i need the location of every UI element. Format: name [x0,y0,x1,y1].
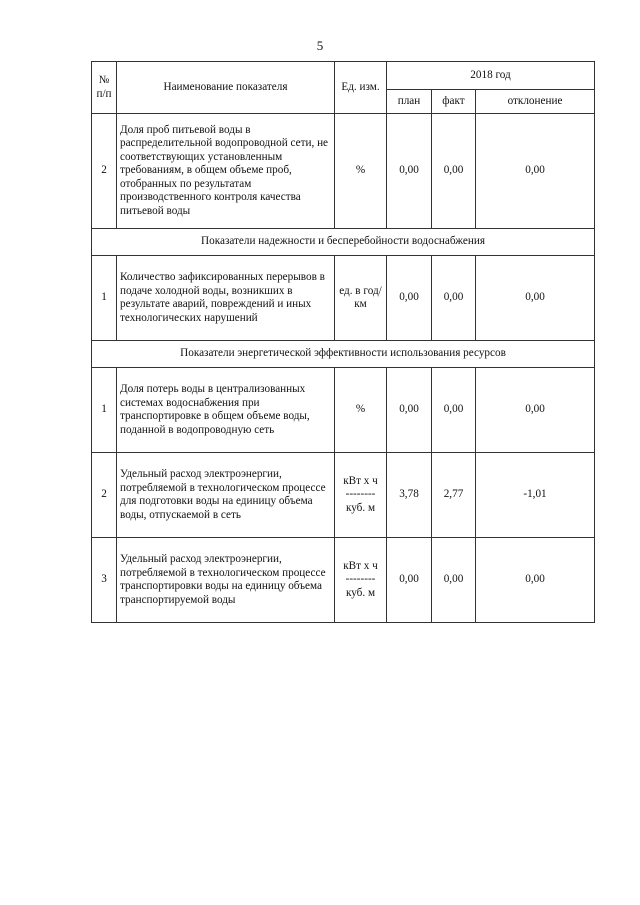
header-plan: план [387,90,432,114]
table-row [92,453,595,538]
row-fact: 2,77 [432,453,476,538]
section-title-reliability: Показатели надежности и бесперебойности водоснабжения [92,229,595,256]
row-unit: % [335,114,387,229]
unit-line: куб. м [345,501,376,514]
section-title-energy: Показатели энергетической эффективности использования ресурсов [92,341,595,368]
page-number: 5 [316,38,324,53]
unit-line: куб. м [345,586,376,599]
section-row-reliability [92,229,595,256]
row-unit [335,453,387,538]
row-deviation: 0,00 [476,114,595,229]
table-row [92,368,595,453]
row-plan: 0,00 [387,256,432,341]
row-name: Доля потерь воды в централизованных системах водоснабжения при транспортировке в общем объеме воды, поданной в водопроводную сеть [117,368,335,453]
row-fact: 0,00 [432,114,476,229]
row-num: 1 [92,256,117,341]
header-name: Наименование показателя [117,62,335,114]
row-fact: 0,00 [432,538,476,623]
row-fact: 0,00 [432,256,476,341]
row-num: 3 [92,538,117,623]
table-row [92,256,595,341]
header-unit: Ед. изм. [335,62,387,114]
row-deviation: 0,00 [476,368,595,453]
unit-line: % [355,403,366,416]
row-num: 1 [92,368,117,453]
unit-divider: -------- [345,573,376,586]
row-unit [335,368,387,453]
unit-line: кВт х ч [343,474,378,487]
row-plan: 0,00 [387,368,432,453]
row-plan: 0,00 [387,538,432,623]
row-name: Удельный расход электроэнергии, потребляемой в технологическом процессе для подготовки воды на единицу объема воды, отпускаемой в сеть [117,453,335,538]
header-fact: факт [432,90,476,114]
row-fact: 0,00 [432,368,476,453]
row-unit [335,538,387,623]
header-row [92,62,595,90]
row-name: Количество зафиксированных перерывов в подаче холодной воды, возникших в результате аварий, повреждений и иных технологических нарушений [117,256,335,341]
table-row [92,114,595,229]
row-num: 2 [92,453,117,538]
row-deviation: 0,00 [476,256,595,341]
unit-line: кВт х ч [343,559,378,572]
row-num: 2 [92,114,117,229]
table-row [92,538,595,623]
row-unit: ед. в год/км [335,256,387,341]
row-plan: 3,78 [387,453,432,538]
header-num: № п/п [92,62,117,114]
indicators-table [91,61,595,623]
header-year: 2018 год [387,62,595,90]
row-name: Доля проб питьевой воды в распределительной водопроводной сети, не соответствующих установленным требованиям, в общем объеме проб, отобранных по результатам производственного контроля качества питьевой воды [117,114,335,229]
row-deviation: 0,00 [476,538,595,623]
row-plan: 0,00 [387,114,432,229]
row-name: Удельный расход электроэнергии, потребляемой в технологическом процессе транспортировки воды на единицу объема транспортируемой воды [117,538,335,623]
header-deviation: отклонение [476,90,595,114]
row-deviation: -1,01 [476,453,595,538]
unit-divider: -------- [345,488,376,501]
section-row-energy [92,341,595,368]
